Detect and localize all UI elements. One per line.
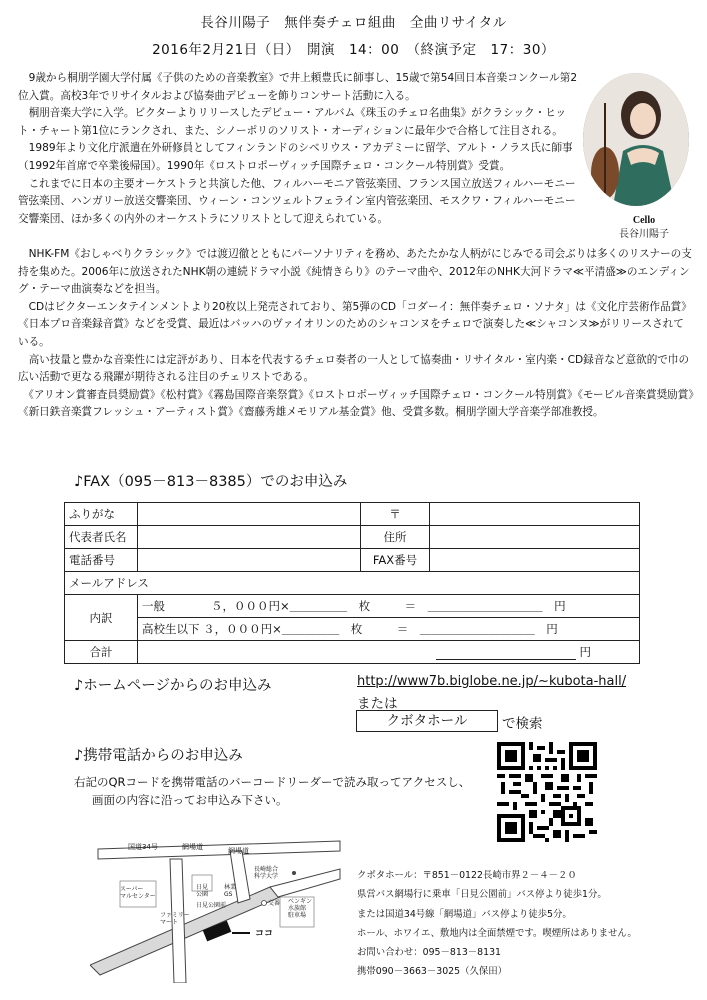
total-label: 合計 (65, 641, 138, 664)
total-yen: 円 (579, 645, 591, 659)
web-heading: ♪ホームページからのお申込み (74, 678, 272, 694)
phone-field[interactable] (138, 549, 361, 572)
cellist-portrait-icon (583, 73, 689, 206)
map-label-amiba-2: 網場道 (228, 847, 249, 855)
bio-paragraph: 桐朋音楽大学に入学。ビクターよりリリースしたデビュー・アルバム《珠玉のチェロ名曲集》がクラシック・ヒット・チャート第1位にランクされ、また、シノーポリのソリスト・オーディションに最年少で合格して注目される。 (18, 107, 567, 137)
fax-field[interactable] (430, 549, 640, 572)
info-line-bus-1: 県営バス網場行に乗車「日見公園前」バス停より徒歩1分。 (357, 889, 607, 901)
hall-info (357, 866, 637, 982)
bio-paragraph: 高い技量と豊かな音楽性には定評があり、日本を代表するチェロ奏者の一人として協奏曲・リサイタル・室内楽・CD録音など意欲的で巾の広い活動で更なる飛躍が期待される注目のチェリストである。 (18, 353, 690, 384)
info-line-contact: お問い合わせ：095－813－8131 (357, 947, 502, 959)
furigana-field[interactable] (138, 503, 361, 526)
qr-code-icon[interactable] (497, 742, 597, 842)
fax-order-form (64, 502, 640, 664)
map-label-hibi-park-stop: 日見公園前 (196, 902, 227, 909)
map-label-koban: 交番 (268, 900, 281, 907)
map-label-parking: ベンギン 水族館 駐車場 (288, 898, 312, 919)
representative-field[interactable] (138, 526, 361, 549)
representative-label: 代表者氏名 (65, 526, 138, 549)
info-line-smoking: ホール、ホワイエ、敷地内は全面禁煙です。喫煙所はありません。 (357, 927, 637, 939)
map-label-forestry-gs: 林業 GS (224, 884, 237, 898)
info-line-mobile: 携帯090－3663－3025（久保田） (357, 966, 507, 978)
bio-paragraph: 9歳から桐朋学園大学付属《子供のための音楽教室》で井上頼豊氏に師事し、15歳で第54回日本音楽コンクール第2位入賞。高校3年でリサイタルおよび協奏曲デビューを飾りコンサート活動に入る。 (18, 72, 578, 102)
mobile-instruction-2: 画面の内容に沿ってお申込み下さい。 (92, 793, 288, 807)
address-field[interactable] (430, 526, 640, 549)
bio-paragraph: 《アリオン賞審査員奨励賞》《松村賞》《霧島国際音楽祭賞》《ロストロポーヴィッチ国際チェロ・コンクール特別賞》《モービル音楽賞奨励賞》《新日鉄音楽賞フレッシュ・アーティスト賞》《齋藤秀雄メモリアル基金賞》他、受賞多数。桐朋学園大学音楽学部准教授。 (18, 388, 694, 419)
fax-label: FAX番号 (361, 549, 430, 572)
phone-label: 電話番号 (65, 549, 138, 572)
map-label-amiba-1: 網場道 (182, 843, 203, 851)
general-ticket-row[interactable]: 一般 ５，０００円×＿＿＿＿＿ 枚 ＝ ＿＿＿＿＿＿＿＿＿＿ 円 (138, 595, 640, 618)
info-line-address: クボタホール：〒851－0122長崎市界２－４－２０ (357, 870, 577, 881)
concert-datetime: 2016年2月21日（日） 開演 14：00 （終演予定 17：30） (152, 42, 555, 58)
koban-icon (262, 901, 267, 906)
info-line-bus-2: または国道34号線「網場道」バス停より徒歩5分。 (357, 908, 572, 920)
hall-url-link[interactable]: http://www7b.biglobe.ne.jp/~kubota-hall/ (357, 674, 627, 689)
furigana-label: ふりがな (65, 503, 138, 526)
page-title: 長谷川陽子 無伴奏チェロ組曲 全曲リサイタル (200, 15, 507, 31)
cellist-photo (583, 73, 689, 206)
address-label: 住所 (361, 526, 430, 549)
bio-paragraph: これまでに日本の主要オーケストラと共演した他、フィルハーモニア管弦楽団、フランス国立放送フィルハーモニー管弦楽団、ハンガリー放送交響楽団、ウィーン・コンツェルトフェライン室内管弦楽団、モスクワ・フィルハーモニー交響楽団、ほか多くの内外のオーケストラにソリストとして迎えられている。 (18, 177, 576, 225)
search-term-box: クボタホール (356, 710, 498, 732)
photo-caption-name: 長谷川陽子 (619, 229, 669, 240)
map-label-science-univ: 長崎総合 科学大学 (254, 866, 279, 880)
mobile-heading: ♪携帯電話からのお申込み (74, 748, 243, 764)
breakdown-label: 内訳 (65, 595, 138, 641)
biography-narrow (18, 70, 578, 228)
student-ticket-row[interactable]: 高校生以下 ３，０００円×＿＿＿＿＿ 枚 ＝ ＿＿＿＿＿＿＿＿＿＿ 円 (138, 618, 640, 641)
map-label-road34: 国道34号 (128, 843, 158, 851)
photo-caption (604, 214, 684, 242)
postal-label: 〒 (361, 503, 430, 526)
search-suffix: で検索 (502, 716, 543, 732)
postal-field[interactable] (430, 503, 640, 526)
map-label-hibi-park: 日見 公園 (196, 884, 209, 898)
email-label[interactable]: メールアドレス (65, 572, 640, 595)
total-field[interactable] (138, 641, 640, 664)
mobile-instruction-1: 右記のQRコードを携帯電話のバーコードリーダーで読み取ってアクセスし、 (74, 775, 471, 789)
photo-caption-instrument: Cello (632, 215, 656, 226)
bio-paragraph: CDはビクターエンタテインメントより20枚以上発売されており、第5弾のCD「コダーイ：無伴奏チェロ・ソナタ」は《文化庁芸術作品賞》《日本プロ音楽録音賞》などを受賞、最近はバッハのヴァイオリンのためのシャコンヌをチェロで演奏した≪シャコンヌ≫がリリースされている。 (18, 300, 692, 348)
biography-wide (18, 246, 694, 422)
bio-paragraph: 1989年より文化庁派遣在外研修員としてフィンランドのシベリウス・アカデミーに留学、アルト・ノラス氏に師事（1992年首席で卒業後帰国）。1990年《ロストロポーヴィッチ国際チェロ・コンクール特別賞》受賞。 (18, 142, 573, 172)
map-label-family-mart: ファミリー マート (160, 912, 190, 926)
map-label-super: スーパー マルセンター (120, 886, 156, 900)
or-text: または (357, 696, 398, 712)
bio-paragraph: NHK-FM《おしゃべりクラシック》では渡辺徹とともにパーソナリティを務め、あたたかな人柄がにじみでる司会ぶりは多くのリスナーの支持を集めた。2006年に放送されたNHK朝の連続ドラマ小説《純情きらり》のテーマ曲や、2012年のNHK大河ドラマ≪平清盛≫のエンディング・テーマ曲演奏などを担当。 (18, 248, 692, 296)
fax-heading: ♪FAX（095－813－8385）でのお申込み (74, 474, 348, 490)
map-label-here: ココ (255, 929, 274, 939)
